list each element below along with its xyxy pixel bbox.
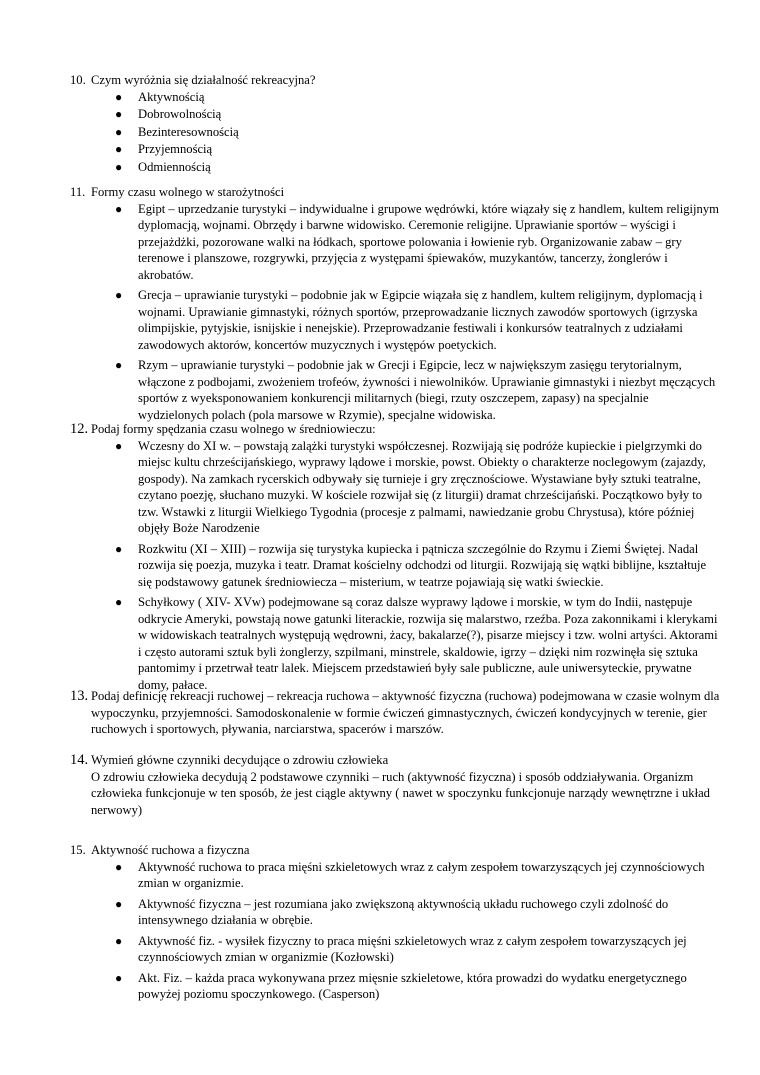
bullet-icon: ● bbox=[115, 970, 123, 985]
question-15-heading bbox=[70, 842, 720, 859]
bullet-icon: ● bbox=[115, 107, 123, 121]
question-14-number: 14. bbox=[70, 752, 89, 768]
question-10-title: Czym wyróżnia się działalność rekreacyjna? bbox=[91, 73, 316, 87]
list-item: ● Przyjemnością bbox=[115, 142, 213, 156]
bullet-icon: ● bbox=[115, 201, 123, 216]
list-item: ● Odmiennością bbox=[115, 159, 211, 174]
question-13 bbox=[70, 688, 720, 738]
question-12 bbox=[70, 421, 720, 697]
question-13-heading bbox=[70, 688, 720, 738]
bullet-icon: ● bbox=[115, 438, 123, 453]
question-10-heading bbox=[70, 72, 720, 89]
bullet-icon: ● bbox=[115, 124, 123, 139]
question-12-number: 12. bbox=[70, 421, 89, 437]
bullet-icon: ● bbox=[115, 288, 123, 302]
question-12-list bbox=[70, 438, 720, 694]
question-15-number: 15. bbox=[70, 843, 86, 857]
bullet-icon: ● bbox=[115, 595, 123, 609]
bullet-icon: ● bbox=[115, 358, 123, 372]
question-10-number: 10. bbox=[70, 73, 86, 87]
list-item: ● Aktywnością bbox=[115, 89, 205, 104]
list-item: ● Egipt – uprzedzanie turystyki – indywidualne i grupowe wędrówki, które wiązały się z handlem, kultem religijnym dyplomacją, wojnami. Obrzędy i barwne widowisko. Ceremonie religijne. Uprawianie sportów – wyścigi i przejażdżki, pozorowane walki na łódkach, sportowe polowania i łowienie ryb. Organizowanie zabaw – gry terenowe i planszowe, rozgrywki, przyjęcia z występami śpiewaków, muzykantów, tancerzy, żonglerów i akrobatów. bbox=[115, 201, 719, 282]
question-11-number: 11. bbox=[70, 185, 86, 199]
question-11-heading bbox=[70, 184, 720, 201]
question-12-heading bbox=[70, 421, 720, 438]
question-11 bbox=[70, 184, 720, 427]
question-11-list bbox=[70, 201, 720, 424]
question-11-title: Formy czasu wolnego w starożytności bbox=[91, 185, 285, 199]
list-item: ● Wczesny do XI w. – powstają zalążki turystyki współczesnej. Rozwijają się podróże kupieckie i pielgrzymki do miejsc kultu chrześcijańskiego, wyprawy lądowe i morskie, powst. Obiekty o charakterze noclegowym (zajazdy, gospody). Na zamkach rycerskich odbywały się turnieje i gry zręcznościowe. Wystawiane były sztuki teatralne, czytano poezję, słuchano muzyki. W kościele rozwijał się (z liturgii) dramat chrześcijański. Początkowo były to tzw. Wstawki z liturgii Wielkiego Tygodnia (procesje z palmami, nawiedzanie grobu Chrystusa), które później objęły Boże Narodzenie bbox=[115, 438, 706, 535]
question-15 bbox=[70, 842, 720, 1007]
bullet-icon: ● bbox=[115, 896, 123, 911]
bullet-icon: ● bbox=[115, 933, 123, 948]
question-15-list bbox=[70, 859, 720, 1003]
question-14 bbox=[70, 752, 720, 818]
list-item: ● Akt. Fiz. – każda praca wykonywana przez mięsnie szkieletowe, która prowadzi do wydatku energetycznego powyżej poziomu spoczynkowego. (Casperson) bbox=[115, 970, 687, 1001]
question-10 bbox=[70, 72, 720, 176]
list-item: ● Dobrowolnością bbox=[115, 107, 222, 121]
list-item: ● Bezinteresownością bbox=[115, 124, 239, 139]
question-14-heading bbox=[70, 752, 720, 769]
question-13-text: Podaj definicję rekreacji ruchowej – rekreacja ruchowa – aktywność fizyczna (ruchowa) podejmowana w czasie wolnym dla wypoczynku, przyjemności. Samodoskonalenie w formie ćwiczeń gimnastycznych, ćwiczeń kondycyjnych w terenie, gier ruchowych i sportowych, pływania, narciarstwa, spacerów i marszów. bbox=[91, 689, 720, 736]
question-12-title: Podaj formy spędzania czasu wolnego w średniowieczu: bbox=[91, 422, 376, 436]
bullet-icon: ● bbox=[115, 159, 123, 174]
list-item: ● Schyłkowy ( XIV- XVw) podejmowane są coraz dalsze wyprawy lądowe i morskie, w tym do Indii, następuje odkrycie Ameryki, powstają nowe gatunki literackie, rozwija się malarstwo, rzeźba. Poza zakonnikami i klerykami w widowiskach teatralnych występują wędrowni, żacy, bakalarze(?), pisarze miejscy i tzw. wolni artyści. Aktorami i często autorami sztuk byli żonglerzy, szpilmani, minstrele, skaldowie, igrzy – dzięki nim rozwinęła się sztuka pantomimy i przetrwał teatr lalek. Miejscem przedstawień były sale publiczne, aule uniwersyteckie, prywatne domy, pałace. bbox=[115, 595, 718, 692]
bullet-icon: ● bbox=[115, 859, 123, 874]
list-item: ● Aktywność ruchowa to praca mięśni szkieletowych wraz z całym zespołem towarzyszących jej czynnościowych zmian w organizmie. bbox=[115, 859, 705, 890]
question-14-title: Wymień główne czynniki decydujące o zdrowiu człowieka bbox=[91, 753, 389, 767]
question-13-number: 13. bbox=[70, 688, 89, 704]
bullet-icon: ● bbox=[115, 89, 123, 104]
list-item: ● Aktywność fiz. - wysiłek fizyczny to praca mięśni szkieletowych wraz z całym zespołem towarzyszących jej czynnościowych zmian w organizmie (Kozłowski) bbox=[115, 933, 687, 964]
bullet-icon: ● bbox=[115, 541, 123, 556]
question-15-title: Aktywność ruchowa a fizyczna bbox=[91, 843, 250, 857]
question-10-list bbox=[70, 89, 720, 176]
question-14-text: O zdrowiu człowieka decydują 2 podstawowe czynniki – ruch (aktywność fizyczna) i sposób oddziaływania. Organizm człowieka funkcjonuje w ten sposób, że jest ciągle aktywny ( nawet w spoczynku funkcjonuje narządy wewnętrzne i układ nerwowy) bbox=[91, 769, 710, 817]
list-item: ● Grecja – uprawianie turystyki – podobnie jak w Egipcie wiązała się z handlem, kultem religijnym, dyplomacją i wojnami. Uprawianie gimnastyki, różnych sportów, przeprowadzanie licznych zawodów sportowych (igrzyska olimpijskie, pytyjskie, isnijskie i nenejskie). Przeprowadzanie festiwali i konkursów teatralnych z udziałami zawodowych aktorów, koncertów muzycznych i występów poetyckich. bbox=[115, 288, 703, 352]
list-item: ● Rzym – uprawianie turystyki – podobnie jak w Grecji i Egipcie, lecz w największym zasięgu terytorialnym, włączone z podbojami, zwożeniem trofeów, żywności i niewolników. Uprawianie gimnastyki i niezbyt męczących sportów z wyeksponowaniem konkurencji militarnych (biegi, rzuty oszczepem, zapasy) na specjalnie wydzielonych polach (pola marsowe w Rzymie), specjalne widowiska. bbox=[115, 358, 716, 422]
list-item: ● Rozkwitu (XI – XIII) – rozwija się turystyka kupiecka i pątnicza szczególnie do Rzymu i Ziemi Świętej. Nadal rozwija się poezja, muzyka i teatr. Dramat kościelny odchodzi od liturgii. Rozwijają się wątki biblijne, kształtuje się podstawowy gatunek średniowiecza – misterium, w teatrze pojawiają się watki świeckie. bbox=[115, 541, 707, 589]
bullet-icon: ● bbox=[115, 142, 123, 156]
list-item: ● Aktywność fizyczna – jest rozumiana jako zwiększoną aktywnością układu ruchowego czyli zdolność do intensywnego działania w obrębie. bbox=[115, 896, 669, 927]
